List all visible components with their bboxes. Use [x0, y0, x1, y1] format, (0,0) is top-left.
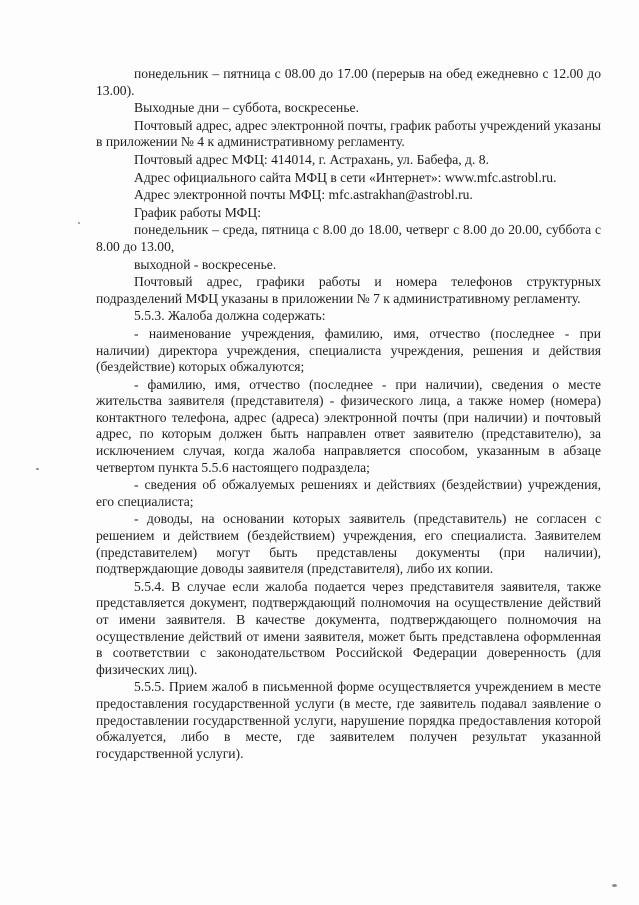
paragraph-13: - фамилию, имя, отчество (последнее - при наличии), сведения о месте жительства заявителя (представителя) - физического лица, а также номер (номера) контактного телефона, адрес (адреса) электронной почты (при наличии) и почтовый адрес, по которым должен быть направлен ответ заявителю (представителю), за исключением случая, когда жалоба направляется способом, указанным в абзаце четвертом пункта 5.5.6 настоящего подраздела; [96, 376, 601, 475]
paragraph-17: 5.5.5. Прием жалоб в письменной форме осуществляется учреждением в месте предоставления государственной услуги (в месте, где заявитель подавал заявление о предоставлении государственной услуги, нарушение порядка предоставления которой обжалуется, либо в месте, где заявителем получен результат указанной государственной услуги). [96, 679, 601, 761]
paragraph-4: Почтовый адрес МФЦ: 414014, г. Астрахань, ул. Бабефа, д. 8. [134, 151, 489, 167]
paragraph-5: Адрес официального сайта МФЦ в сети «Интернет»: www.mfc.astrobl.ru. [134, 169, 557, 185]
paragraph-2: Выходные дни – суббота, воскресенье. [134, 100, 359, 116]
paragraph-10: Почтовый адрес, графики работы и номера телефонов структурных подразделений МФЦ указаны в приложении № 7 к административному регламенту. [96, 274, 601, 306]
document-body [96, 66, 601, 762]
paragraph-3: Почтовый адрес, адрес электронной почты, график работы учреждений указаны в приложении № 4 к административному регламенту. [96, 117, 601, 150]
paragraph-12: - наименование учреждения, фамилию, имя, отчество (последнее - при наличии) директора учреждения, специалиста учреждения, решения и действия (бездействие) которых обжалуются; [96, 325, 601, 375]
paragraph-14: - сведения об обжалуемых решениях и действиях (бездействии) учреждения, его специалиста; [96, 477, 601, 509]
scan-speck [36, 468, 39, 470]
paragraph-16: 5.5.4. В случае если жалоба подается через представителя заявителя, также представляется документ, подтверждающий полномочия на осуществление действий от имени заявителя. В качестве документа, подтверждающего полномочия на осуществление действий от имени заявителя, может быть представлена оформленная в соответствии с законодательством Российской Федерации доверенность (для физических лиц). [96, 578, 601, 677]
paragraph-9: выходной - воскресенье. [134, 256, 277, 272]
scan-speck [78, 222, 80, 224]
paragraph-8: понедельник – среда, пятница с 8.00 до 18.00, четверг с 8.00 до 20.00, суббота с 8.00 до 13.00, [96, 222, 601, 254]
paragraph-11: 5.5.3. Жалоба должна содержать: [134, 308, 326, 324]
paragraph-7: График работы МФЦ: [134, 204, 261, 220]
paragraph-1: понедельник – пятница с 08.00 до 17.00 (перерыв на обед ежедневно с 12.00 до 13.00). [96, 66, 601, 98]
scan-speck [612, 884, 617, 887]
paragraph-6: Адрес электронной почты МФЦ: mfc.astrakhan@astrobl.ru. [134, 187, 473, 203]
paragraph-15: - доводы, на основании которых заявитель (представитель) не согласен с решением и действием (бездействием) учреждения, его специалиста. Заявителем (представителем) могут быть представлены документы (при наличии), подтверждающие доводы заявителя (представителя), либо их копии. [96, 511, 601, 577]
